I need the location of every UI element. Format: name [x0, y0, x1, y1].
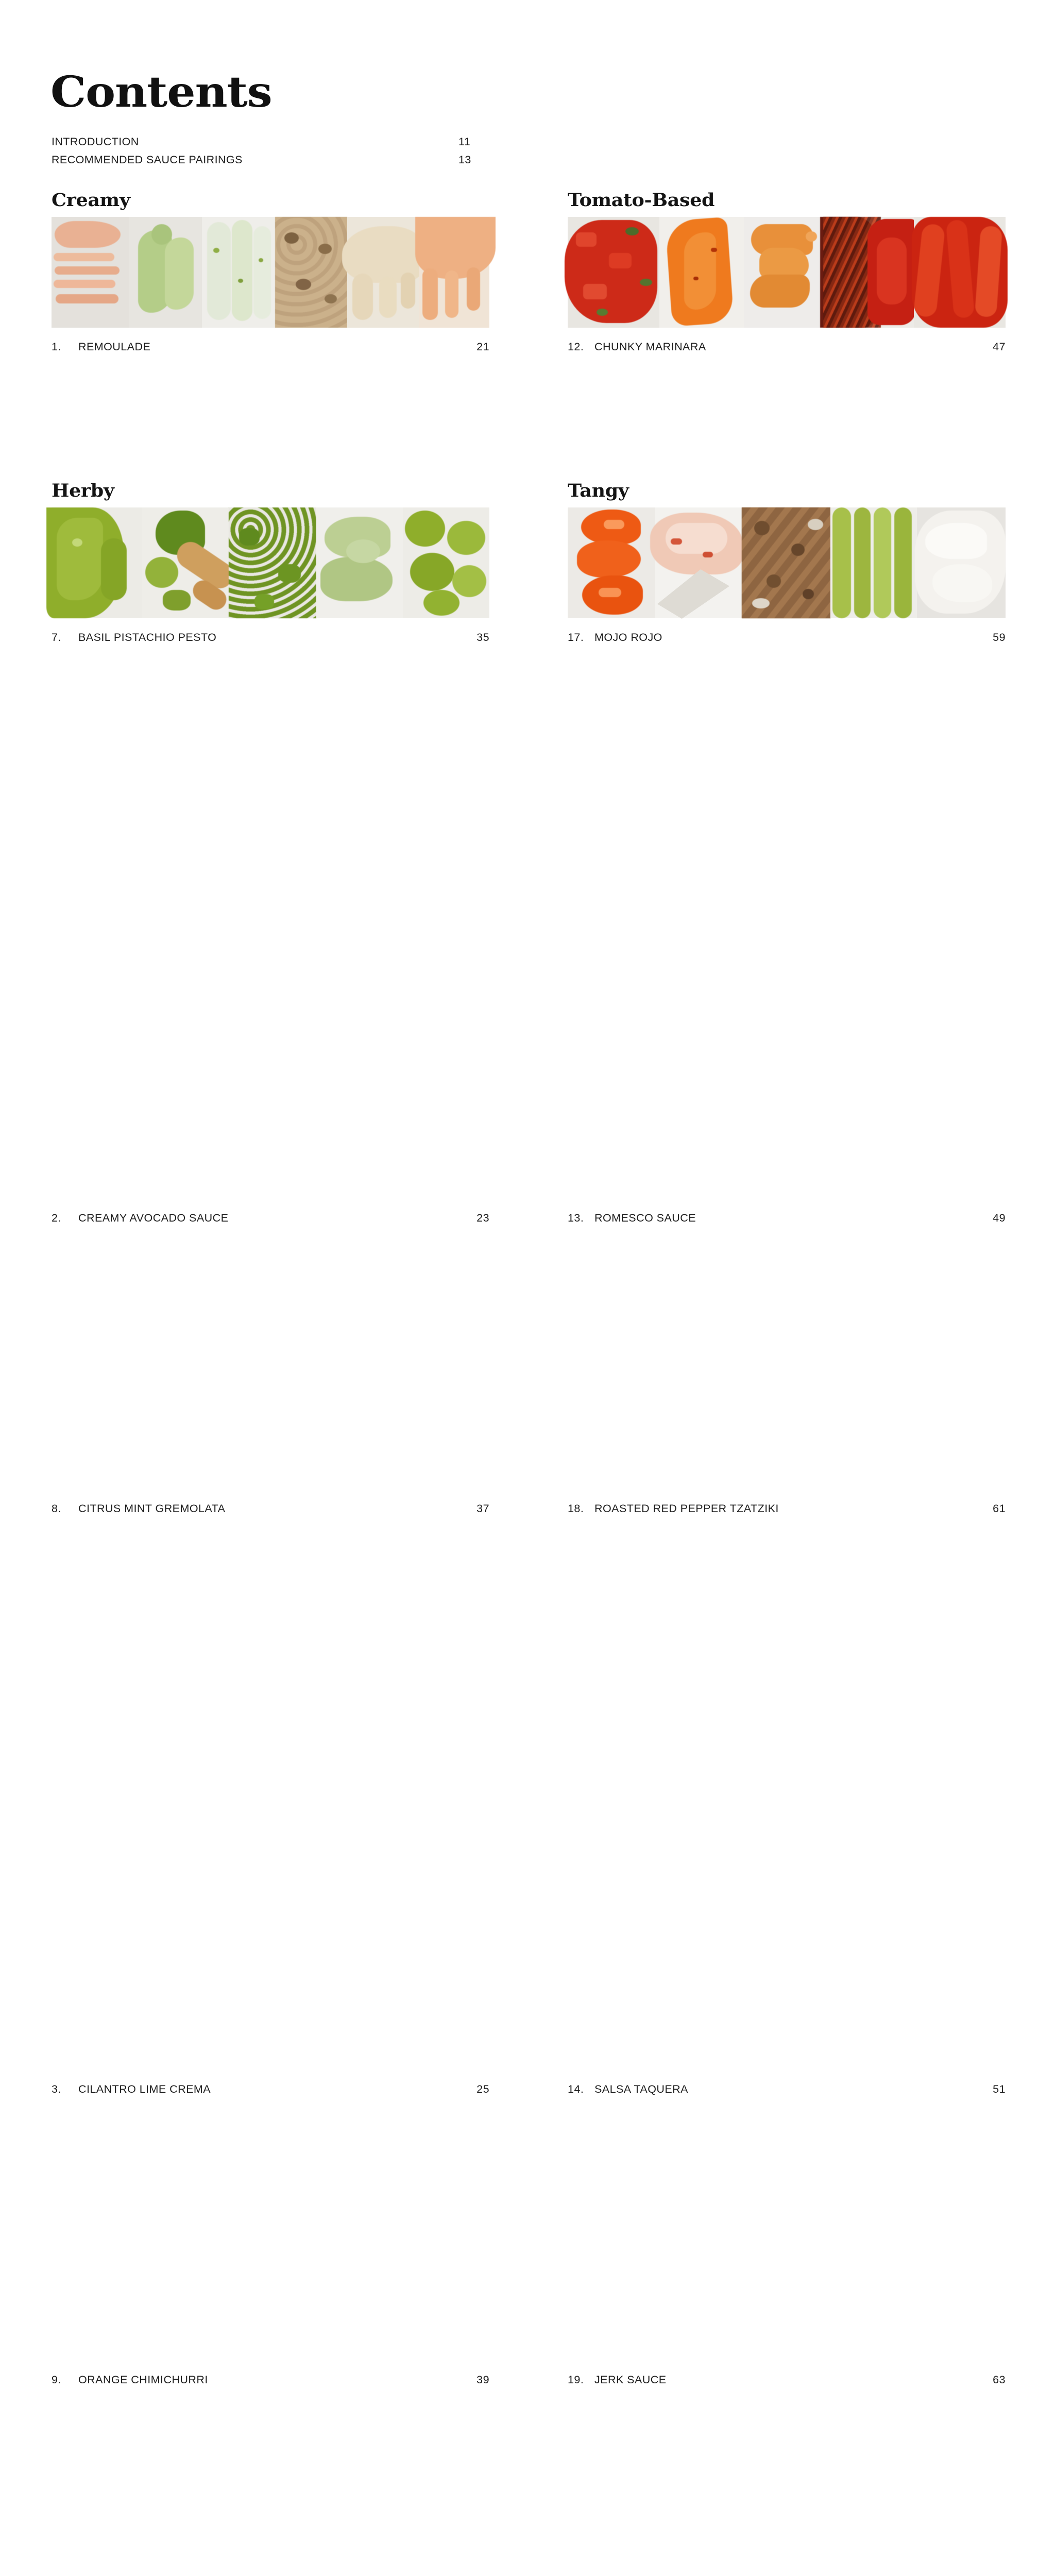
- frontmatter-row[interactable]: [52, 133, 489, 151]
- item-number: 12.: [568, 340, 594, 354]
- swatch-mojo-rojo: [568, 507, 655, 618]
- frontmatter-list: [52, 133, 489, 170]
- item-page-number: 51: [981, 2082, 1006, 2576]
- frontmatter-row[interactable]: [52, 151, 489, 169]
- list-item[interactable]: [52, 1500, 489, 2371]
- section-image-strip-creamy: [52, 217, 489, 328]
- section-image-strip-tomato-based: [568, 217, 1006, 328]
- item-name: JERK SAUCE: [594, 2372, 981, 2387]
- item-number: 14.: [568, 2082, 594, 2096]
- section-tangy: [568, 480, 1006, 2576]
- contents-page: [0, 0, 1055, 869]
- section-image-strip-herby: [52, 507, 489, 618]
- frontmatter-label: RECOMMENDED SAUCE PAIRINGS: [52, 151, 458, 168]
- swatch-garlic-mushroom: [275, 217, 347, 328]
- item-number: 3.: [52, 2082, 78, 2096]
- swatch-southwest-ranch: [347, 217, 419, 328]
- swatch-jerk-sauce: [742, 507, 830, 618]
- section-items-tangy: [568, 629, 1006, 2576]
- swatch-chunky-marinara: [568, 217, 659, 328]
- item-number: 19.: [568, 2372, 594, 2387]
- list-item[interactable]: [568, 1500, 1006, 2371]
- swatch-comeback-sauce: [419, 217, 489, 328]
- item-number: 18.: [568, 1501, 594, 1516]
- swatch-romesco-sauce: [659, 217, 744, 328]
- item-number: 13.: [568, 1211, 594, 1225]
- item-page-number: 25: [465, 2082, 489, 2576]
- swatch-basil-pistachio-pesto: [52, 507, 142, 618]
- swatch-chermoula: [403, 507, 489, 618]
- section-herby: [52, 480, 489, 2576]
- item-page-number: 59: [981, 630, 1006, 1499]
- swatch-salsa-taquera: [744, 217, 823, 328]
- item-name: REMOULADE: [78, 340, 465, 354]
- item-page-number: 23: [465, 1211, 489, 2079]
- item-page-number: 37: [465, 1501, 489, 2370]
- frontmatter-page-number: 13: [458, 151, 489, 168]
- section-heading-herby: Herby: [52, 480, 507, 501]
- swatch-remoulade: [52, 217, 129, 328]
- section-heading-tomato-based: Tomato-Based: [568, 190, 1023, 211]
- list-item[interactable]: [568, 2371, 1006, 2576]
- item-name: ORANGE CHIMICHURRI: [78, 2372, 465, 2387]
- swatch-orange-chimichurri: [229, 507, 316, 618]
- item-name: MOJO ROJO: [594, 630, 981, 645]
- item-page-number: 35: [465, 630, 489, 1499]
- item-name: SALSA TAQUERA: [594, 2082, 981, 2096]
- item-page-number: 39: [465, 2372, 489, 2576]
- item-number: 9.: [52, 2372, 78, 2387]
- item-page-number: 49: [981, 1211, 1006, 2079]
- swatch-citrus-mint-gremolata: [142, 507, 229, 618]
- page-title: Contents: [50, 67, 272, 117]
- section-heading-tangy: Tangy: [568, 480, 1023, 501]
- section-image-strip-tangy: [568, 507, 1006, 618]
- item-page-number: 63: [981, 2372, 1006, 2576]
- list-item[interactable]: [568, 629, 1006, 1500]
- item-name: CHUNKY MARINARA: [594, 340, 981, 354]
- item-name: CITRUS MINT GREMOLATA: [78, 1501, 465, 1516]
- item-number: 2.: [52, 1211, 78, 1225]
- item-number: 1.: [52, 340, 78, 354]
- item-number: 8.: [52, 1501, 78, 1516]
- item-page-number: 47: [981, 340, 1006, 1208]
- swatch-zesty-green-goddess-dressing: [316, 507, 403, 618]
- swatch-mole-verde: [830, 507, 917, 618]
- list-item[interactable]: [52, 2371, 489, 2576]
- frontmatter-page-number: 11: [458, 133, 489, 150]
- item-number: 7.: [52, 630, 78, 645]
- item-name: ROASTED RED PEPPER TZATZIKI: [594, 1501, 981, 1516]
- item-number: 17.: [568, 630, 594, 645]
- item-name: CREAMY AVOCADO SAUCE: [78, 1211, 465, 1225]
- swatch-tomato-ginger-sauce: [823, 217, 914, 328]
- item-name: CILANTRO LIME CREMA: [78, 2082, 465, 2096]
- item-page-number: 61: [981, 1501, 1006, 2370]
- swatch-cilantro-lime-crema: [202, 217, 275, 328]
- frontmatter-label: INTRODUCTION: [52, 133, 458, 150]
- item-page-number: 21: [465, 340, 489, 1208]
- item-name: ROMESCO SAUCE: [594, 1211, 981, 1225]
- section-items-herby: [52, 629, 489, 2576]
- swatch-guava-barbecue-sauce: [914, 217, 1006, 328]
- swatch-roasted-red-pepper-tzatziki: [655, 507, 742, 618]
- item-name: BASIL PISTACHIO PESTO: [78, 630, 465, 645]
- swatch-creamy-avocado: [129, 217, 202, 328]
- swatch-lebanese-garlic-sauce: [917, 507, 1006, 618]
- list-item[interactable]: [52, 629, 489, 1500]
- section-heading-creamy: Creamy: [52, 190, 507, 211]
